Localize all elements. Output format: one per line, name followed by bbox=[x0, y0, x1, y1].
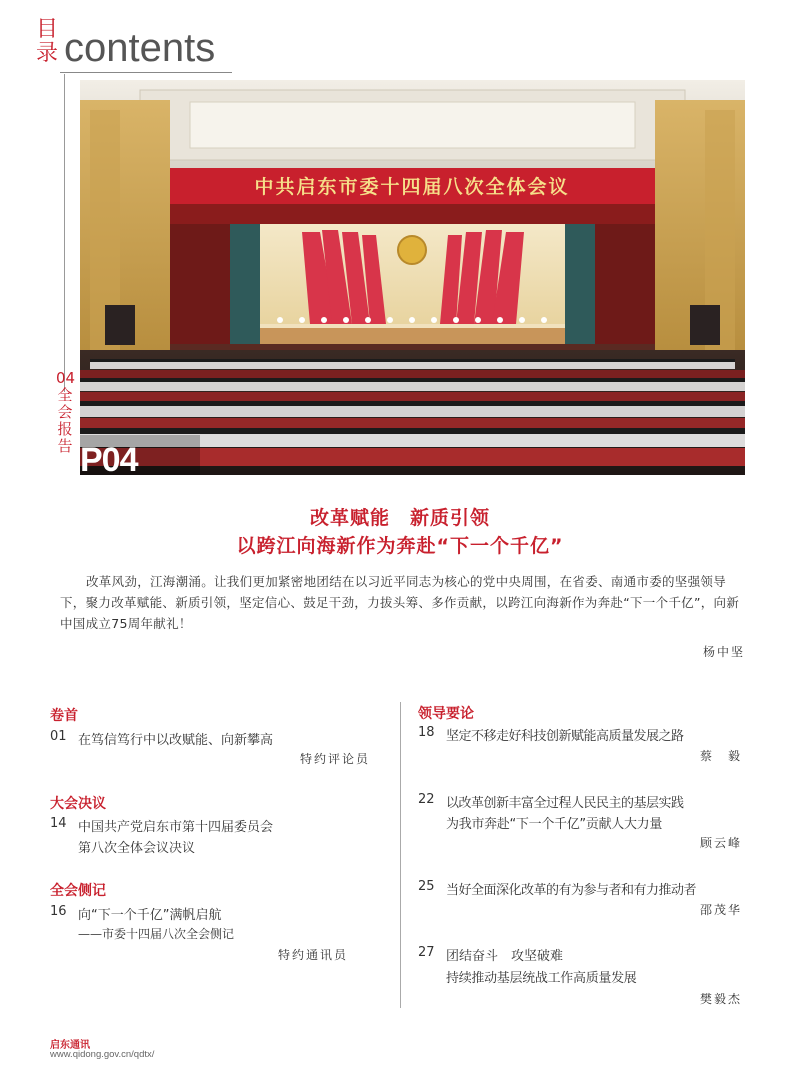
toc-item-author: 樊毅杰 bbox=[700, 992, 743, 1006]
toc-item-title[interactable]: 坚定不移走好科技创新赋能高质量发展之路 bbox=[446, 729, 684, 744]
feature-headline-line1[interactable]: 改革赋能 新质引领 bbox=[309, 507, 490, 529]
toc-item-title[interactable]: 当好全面深化改革的有为参与者和有力推动者 bbox=[446, 883, 697, 898]
toc-column-divider bbox=[400, 702, 401, 1008]
sidebar-section-label: 04 全会报告 bbox=[56, 369, 76, 455]
header-title-en: contents bbox=[64, 26, 216, 70]
toc-item-title[interactable]: 以改革创新丰富全过程人民民主的基层实践 bbox=[446, 796, 684, 811]
footer-brand: 启东通讯 bbox=[50, 1040, 90, 1051]
toc-item-page: 16 bbox=[50, 904, 67, 919]
banner-text: 中共启东市委十四届八次全体会议 bbox=[254, 176, 570, 198]
feature-intro-paragraph: 改革风劲，江海潮涌。让我们更加紧密地团结在以习近平同志为核心的党中央周围，在省委、南通市委的坚强领导下，聚力改革赋能、新质引领，坚定信心、鼓足干劲，力拔头筹、多作贡献，以跨江向海新作为奔赴“下一个千亿”，向新中国成立75周年献礼！ bbox=[60, 574, 740, 631]
toc-item-title[interactable]: 团结奋斗 攻坚破难 bbox=[446, 949, 564, 964]
toc-item-subtitle: ——市委十四届八次全会侧记 bbox=[78, 927, 235, 941]
toc-item-title-cont[interactable]: 第八次全体会议决议 bbox=[78, 841, 196, 856]
toc-section-dahui-jueyi: 大会决议 bbox=[50, 796, 106, 812]
toc-section-lingdao-yaolun: 领导要论 bbox=[418, 706, 474, 722]
page-number-label: P04 bbox=[80, 441, 138, 479]
footer-url-link[interactable]: www.qidong.gov.cn/qdtx/ bbox=[50, 1049, 155, 1060]
toc-item-title[interactable]: 向“下一个千亿”满帆启航 bbox=[78, 908, 222, 923]
toc-item-title[interactable]: 在笃信笃行中以改赋能、向新攀高 bbox=[78, 733, 274, 748]
toc-item-page: 25 bbox=[418, 879, 435, 894]
toc-item-author: 蔡 毅 bbox=[700, 749, 743, 763]
toc-item-title-cont[interactable]: 为我市奔赴“下一个千亿”贡献人大力量 bbox=[446, 817, 663, 832]
toc-item-author: 特约评论员 bbox=[300, 752, 371, 766]
feature-author: 杨中坚 bbox=[702, 645, 745, 659]
toc-item-title-cont[interactable]: 持续推动基层统战工作高质量发展 bbox=[446, 971, 637, 986]
header-title-cn: 目录 bbox=[36, 17, 59, 66]
feature-headline-line2[interactable]: 以跨江向海新作为奔赴“下一个千亿” bbox=[236, 535, 564, 557]
toc-item-page: 18 bbox=[418, 725, 435, 740]
toc-item-author: 顾云峰 bbox=[700, 836, 743, 850]
toc-section-juanshou: 卷首 bbox=[50, 708, 78, 724]
sidebar-divider bbox=[64, 74, 65, 392]
toc-item-page: 01 bbox=[50, 729, 67, 744]
toc-item-title[interactable]: 中国共产党启东市第十四届委员会 bbox=[78, 820, 274, 835]
toc-section-quanhui-ceji: 全会侧记 bbox=[50, 883, 106, 899]
toc-item-author: 邵茂华 bbox=[700, 903, 743, 917]
toc-item-author: 特约通讯员 bbox=[278, 948, 349, 962]
toc-item-page: 14 bbox=[50, 816, 67, 831]
toc-item-page: 22 bbox=[418, 792, 435, 807]
toc-item-page: 27 bbox=[418, 945, 435, 960]
header-underline bbox=[60, 72, 232, 73]
meeting-hall-illustration bbox=[80, 80, 745, 479]
cover-photo[interactable] bbox=[80, 80, 745, 479]
